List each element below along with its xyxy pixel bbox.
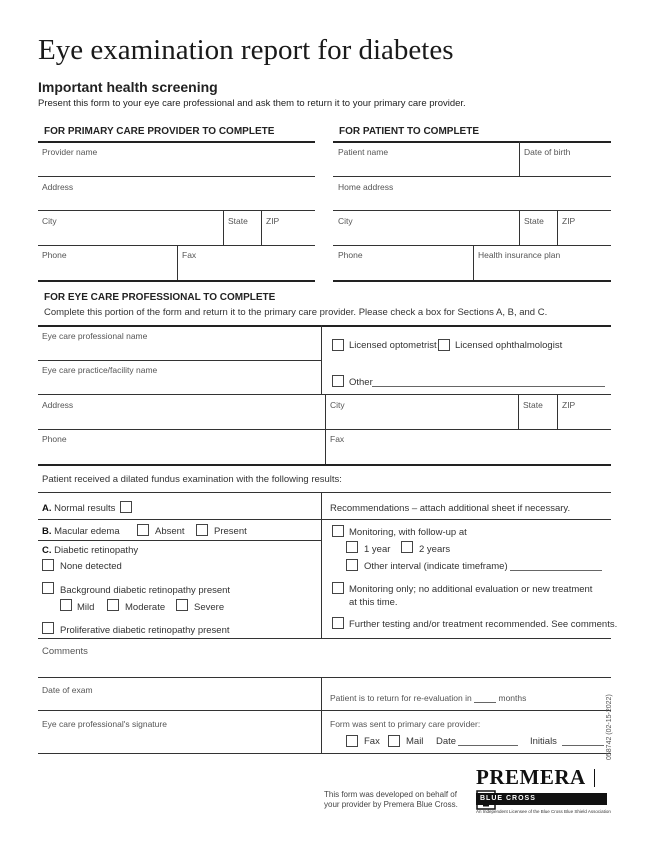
eye-city-label: City [330, 400, 345, 410]
absent-checkbox[interactable] [137, 524, 149, 536]
mild-checkbox[interactable] [60, 599, 72, 611]
normal-results-checkbox[interactable] [120, 501, 132, 513]
eye-state-label: State [523, 400, 543, 410]
section-a: A. Normal results [42, 503, 116, 514]
background-label: Background diabetic retinopathy present [60, 585, 231, 596]
other-checkbox[interactable] [332, 375, 344, 387]
proliferative-checkbox[interactable] [42, 622, 54, 634]
moderate-label: Moderate [125, 602, 166, 613]
monitoring-only-checkbox[interactable] [332, 582, 344, 594]
form-sent-label: Form was sent to primary care provider: [330, 719, 481, 729]
premera-logo: PREMERA BLUE CROSS An Independent Licensee of the Blue Cross Blue Shield Association [476, 765, 611, 814]
present-label: Present [214, 526, 247, 537]
dob-label: Date of birth [524, 147, 571, 157]
patient-state-label: State [524, 216, 544, 226]
eye-instructions: Complete this portion of the form and return it to the primary care provider. Please check a box for Sections A, B, and C. [44, 307, 548, 318]
section-b: B. Macular edema [42, 526, 120, 537]
patient-name-label: Patient name [338, 147, 389, 157]
one-year-label: 1 year [364, 544, 391, 555]
eye-professional-label: Eye care professional name [42, 331, 148, 341]
pcp-phone-label: Phone [42, 250, 67, 260]
severe-label: Severe [194, 602, 225, 613]
recommendations-heading: Recommendations – attach additional sheet if necessary. [330, 503, 571, 514]
other-interval-checkbox[interactable] [346, 559, 358, 571]
sent-fax-checkbox[interactable] [346, 735, 358, 747]
proliferative-label: Proliferative diabetic retinopathy present [60, 625, 230, 636]
pcp-fax-label: Fax [182, 250, 197, 260]
other-interval-label: Other interval (indicate timeframe) [364, 561, 508, 572]
intro-text: Present this form to your eye care professional and ask them to return it to your primary care provider. [38, 98, 466, 109]
other-label: Other [349, 377, 373, 388]
none-detected-label: None detected [60, 561, 122, 572]
present-checkbox[interactable] [196, 524, 208, 536]
pcp-state-label: State [228, 216, 248, 226]
pcp-city-label: City [42, 216, 57, 226]
pcp-heading: FOR PRIMARY CARE PROVIDER TO COMPLETE [44, 126, 275, 137]
one-year-checkbox[interactable] [346, 541, 358, 553]
footer-note: This form was developed on behalf of your provider by Premera Blue Cross. [324, 790, 458, 809]
monitoring-followup-label: Monitoring, with follow-up at [349, 527, 467, 538]
pcp-address-label: Address [42, 182, 74, 192]
background-checkbox[interactable] [42, 582, 54, 594]
patient-heading: FOR PATIENT TO COMPLETE [339, 126, 479, 137]
divider [38, 141, 315, 143]
date-of-exam-label: Date of exam [42, 685, 93, 695]
initials-label: Initials [530, 736, 557, 747]
other-blank[interactable] [372, 377, 605, 387]
eye-fax-label: Fax [330, 434, 345, 444]
severe-checkbox[interactable] [176, 599, 188, 611]
ophthalmologist-checkbox[interactable] [438, 339, 450, 351]
divider [333, 141, 611, 143]
insurance-label: Health insurance plan [478, 250, 561, 260]
patient-city-label: City [338, 216, 353, 226]
sent-date-label: Date [436, 736, 457, 747]
section-c: C. Diabetic retinopathy [42, 545, 139, 556]
none-detected-checkbox[interactable] [42, 559, 54, 571]
patient-phone-label: Phone [338, 250, 363, 260]
optometrist-label: Licensed optometrist [349, 340, 437, 351]
provider-name-label: Provider name [42, 147, 98, 157]
ophthalmologist-label: Licensed ophthalmologist [455, 340, 563, 351]
return-label: Patient is to return for re-evaluation in months [330, 693, 527, 703]
eye-heading: FOR EYE CARE PROFESSIONAL TO COMPLETE [44, 292, 276, 303]
sent-mail-label: Mail [406, 736, 424, 747]
page-title: Eye examination report for diabetes [38, 34, 454, 66]
two-years-label: 2 years [419, 544, 451, 555]
sent-date-blank[interactable] [458, 736, 518, 746]
form-code: 058742 (02-15-2022) [606, 694, 613, 760]
optometrist-checkbox[interactable] [332, 339, 344, 351]
comments-label: Comments [42, 646, 88, 657]
monitoring-only-label-2: at this time. [349, 597, 398, 608]
monitoring-only-label-1: Monitoring only; no additional evaluation or new treatment [349, 584, 593, 595]
subtitle: Important health screening [38, 79, 218, 95]
absent-label: Absent [155, 526, 185, 537]
results-heading: Patient received a dilated fundus examination with the following results: [42, 474, 342, 485]
mild-label: Mild [77, 602, 95, 613]
sent-mail-checkbox[interactable] [388, 735, 400, 747]
eye-phone-label: Phone [42, 434, 67, 444]
eye-address-label: Address [42, 400, 74, 410]
eye-zip-label: ZIP [562, 400, 576, 410]
signature-label: Eye care professional's signature [42, 719, 167, 729]
further-testing-checkbox[interactable] [332, 617, 344, 629]
patient-zip-label: ZIP [562, 216, 576, 226]
monitoring-followup-checkbox[interactable] [332, 525, 344, 537]
further-testing-label: Further testing and/or treatment recommended. See comments. [349, 619, 618, 630]
initials-blank[interactable] [562, 736, 604, 746]
pcp-zip-label: ZIP [266, 216, 280, 226]
home-address-label: Home address [338, 182, 394, 192]
other-interval-blank[interactable] [510, 561, 602, 571]
two-years-checkbox[interactable] [401, 541, 413, 553]
sent-fax-label: Fax [364, 736, 380, 747]
practice-label: Eye care practice/facility name [42, 365, 158, 375]
moderate-checkbox[interactable] [107, 599, 119, 611]
